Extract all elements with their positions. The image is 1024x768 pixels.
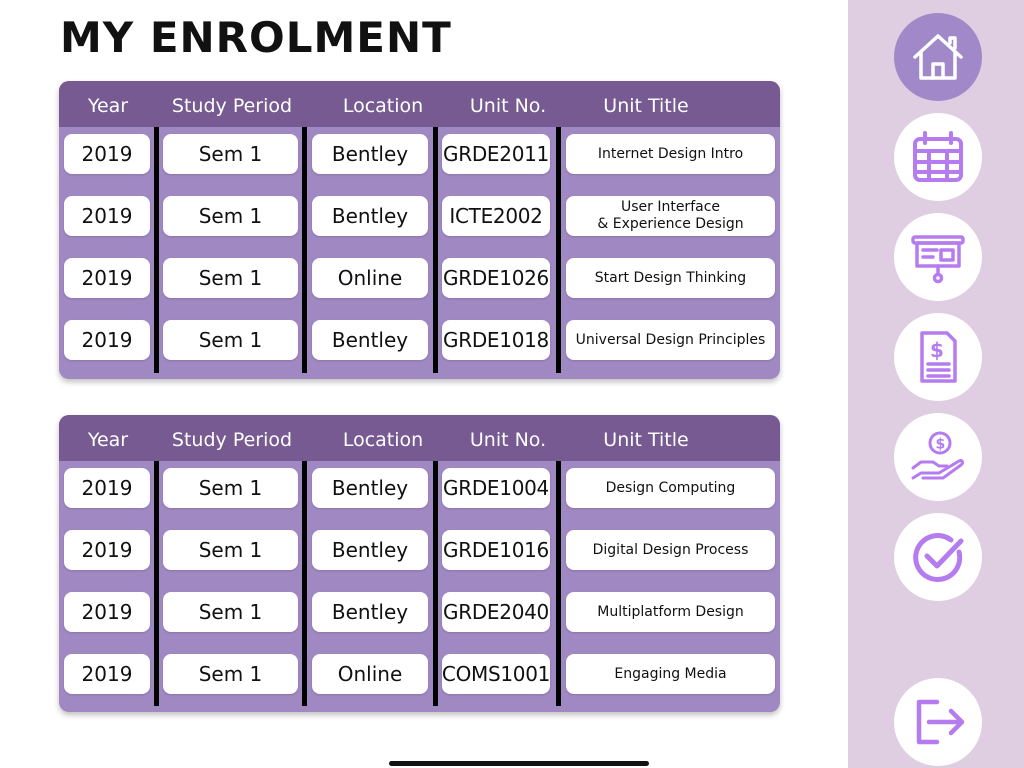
column-header-location: Location [342, 95, 424, 117]
home-indicator[interactable] [389, 761, 649, 766]
check-circle-icon [909, 528, 967, 586]
svg-text:$: $ [935, 436, 946, 453]
enrolment-table-2 [59, 415, 780, 712]
study-period-cell: Sem 1 [163, 258, 298, 298]
study-period-cell: Sem 1 [163, 468, 298, 508]
unit-no-cell: GRDE1018 [442, 320, 550, 360]
table-row[interactable] [59, 258, 780, 298]
table-header [59, 415, 780, 461]
unit-title-cell: Universal Design Principles [566, 320, 775, 360]
table-row[interactable] [59, 530, 780, 570]
location-cell: Bentley [312, 196, 428, 236]
sidebar-nav [848, 0, 1024, 768]
nav-calendar-button[interactable] [894, 113, 982, 201]
unit-title-cell: Multiplatform Design [566, 592, 775, 632]
year-cell: 2019 [64, 320, 150, 360]
column-header-study-period: Study Period [171, 429, 293, 451]
year-cell: 2019 [64, 196, 150, 236]
unit-title-cell: User Interface & Experience Design [566, 196, 775, 236]
table-row[interactable] [59, 196, 780, 236]
table-row[interactable] [59, 320, 780, 360]
unit-no-cell: COMS1001 [442, 654, 550, 694]
column-header-study-period: Study Period [171, 95, 293, 117]
year-cell: 2019 [64, 592, 150, 632]
page-title: MY ENROLMENT [60, 13, 452, 62]
column-header-location: Location [342, 429, 424, 451]
logout-icon [909, 693, 967, 751]
location-cell: Online [312, 258, 428, 298]
study-period-cell: Sem 1 [163, 654, 298, 694]
unit-no-cell: ICTE2002 [442, 196, 550, 236]
presentation-icon [909, 228, 967, 286]
study-period-cell: Sem 1 [163, 320, 298, 360]
column-header-unit-no: Unit No. [469, 429, 547, 451]
unit-title-cell: Digital Design Process [566, 530, 775, 570]
column-header-unit-no: Unit No. [469, 95, 547, 117]
location-cell: Bentley [312, 530, 428, 570]
table-row[interactable] [59, 654, 780, 694]
nav-home-button[interactable] [894, 13, 982, 101]
table-row[interactable] [59, 468, 780, 508]
nav-complete-button[interactable] [894, 513, 982, 601]
location-cell: Bentley [312, 468, 428, 508]
column-header-year: Year [87, 95, 129, 117]
svg-text:$: $ [930, 338, 944, 362]
nav-logout-button[interactable] [894, 678, 982, 766]
location-cell: Bentley [312, 134, 428, 174]
table-row[interactable] [59, 592, 780, 632]
year-cell: 2019 [64, 530, 150, 570]
year-cell: 2019 [64, 468, 150, 508]
column-header-year: Year [87, 429, 129, 451]
table-header [59, 81, 780, 127]
study-period-cell: Sem 1 [163, 134, 298, 174]
unit-title-cell: Internet Design Intro [566, 134, 775, 174]
unit-no-cell: GRDE1016 [442, 530, 550, 570]
study-period-cell: Sem 1 [163, 196, 298, 236]
payment-icon [909, 428, 967, 486]
column-header-unit-title: Unit Title [603, 429, 689, 451]
unit-no-cell: GRDE2040 [442, 592, 550, 632]
invoice-icon [909, 328, 967, 386]
location-cell: Online [312, 654, 428, 694]
nav-payment-button[interactable] [894, 413, 982, 501]
home-icon [909, 28, 967, 86]
unit-title-cell: Start Design Thinking [566, 258, 775, 298]
unit-title-cell: Design Computing [566, 468, 775, 508]
location-cell: Bentley [312, 320, 428, 360]
year-cell: 2019 [64, 258, 150, 298]
year-cell: 2019 [64, 134, 150, 174]
table-row[interactable] [59, 134, 780, 174]
year-cell: 2019 [64, 654, 150, 694]
enrolment-table-1 [59, 81, 780, 379]
nav-presentation-button[interactable] [894, 213, 982, 301]
study-period-cell: Sem 1 [163, 592, 298, 632]
unit-no-cell: GRDE2011 [442, 134, 550, 174]
calendar-icon [909, 128, 967, 186]
location-cell: Bentley [312, 592, 428, 632]
nav-invoice-button[interactable] [894, 313, 982, 401]
unit-title-cell: Engaging Media [566, 654, 775, 694]
study-period-cell: Sem 1 [163, 530, 298, 570]
unit-no-cell: GRDE1004 [442, 468, 550, 508]
unit-no-cell: GRDE1026 [442, 258, 550, 298]
column-header-unit-title: Unit Title [603, 95, 689, 117]
